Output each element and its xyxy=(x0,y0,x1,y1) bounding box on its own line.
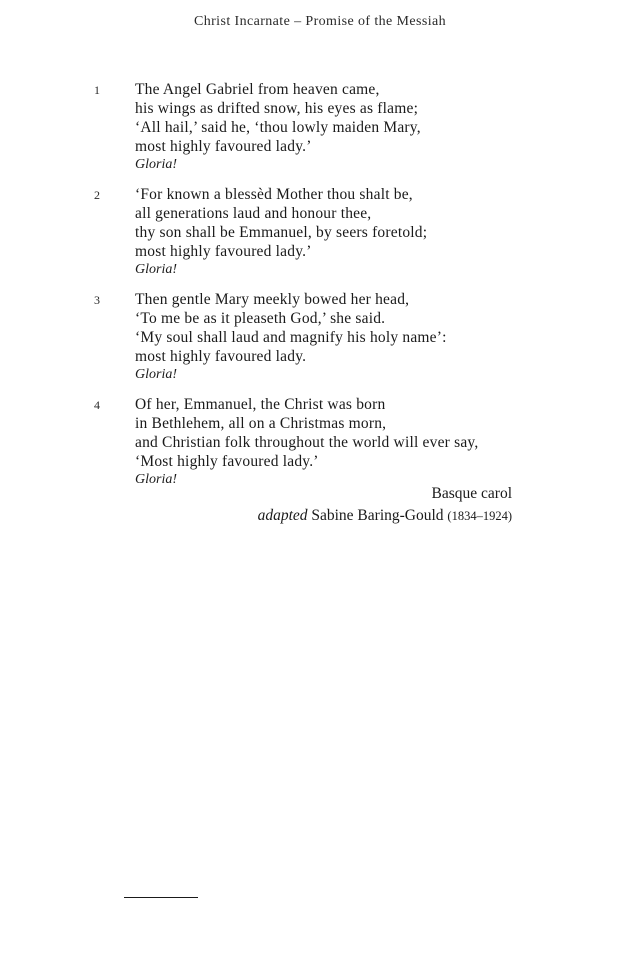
author-dates: (1834–1924) xyxy=(447,509,512,523)
adapted-label: adapted xyxy=(257,507,308,524)
footer-rule xyxy=(124,897,198,898)
verse-refrain: Gloria! xyxy=(135,472,177,487)
author-name: Sabine Baring-Gould xyxy=(311,507,444,524)
running-header: Christ Incarnate – Promise of the Messiah xyxy=(193,14,446,29)
verse xyxy=(0,395,640,489)
verse-line: all generations laud and honour thee, xyxy=(135,205,372,222)
verse xyxy=(0,290,640,384)
verse-line: The Angel Gabriel from heaven came, xyxy=(135,81,380,98)
verse-line: thy son shall be Emmanuel, by seers foretold; xyxy=(135,224,428,241)
verse xyxy=(0,185,640,279)
verse-line: Of her, Emmanuel, the Christ was born xyxy=(135,396,386,413)
verse-line: ‘For known a blessèd Mother thou shalt be, xyxy=(135,186,413,203)
verse-line: most highly favoured lady.’ xyxy=(135,243,312,260)
attribution xyxy=(258,483,512,527)
verse-refrain: Gloria! xyxy=(135,262,177,277)
verse-line: most highly favoured lady. xyxy=(135,348,307,365)
verse-number: 1 xyxy=(94,83,100,97)
verse-line: ‘My soul shall laud and magnify his holy name’: xyxy=(135,329,447,346)
verse-line: Then gentle Mary meekly bowed her head, xyxy=(135,291,410,308)
attribution-adapter xyxy=(258,505,512,527)
verse-lines xyxy=(135,290,640,384)
verse-line: ‘To me be as it pleaseth God,’ she said. xyxy=(135,310,386,327)
verse-line: ‘All hail,’ said he, ‘thou lowly maiden Mary, xyxy=(135,119,421,136)
verse-refrain: Gloria! xyxy=(135,157,177,172)
attribution-source: Basque carol xyxy=(431,485,512,502)
verse-lines xyxy=(135,395,640,489)
verse-number: 3 xyxy=(94,293,100,307)
hymn-text xyxy=(0,80,640,500)
verse-line: ‘Most highly favoured lady.’ xyxy=(135,453,319,470)
verse-line: and Christian folk throughout the world will ever say, xyxy=(135,434,479,451)
verse-line: most highly favoured lady.’ xyxy=(135,138,312,155)
verse-number: 4 xyxy=(94,398,100,412)
verse-lines xyxy=(135,80,640,174)
verse-line: his wings as drifted snow, his eyes as flame; xyxy=(135,100,419,117)
verse-refrain: Gloria! xyxy=(135,367,177,382)
verse xyxy=(0,80,640,174)
verse-line: in Bethlehem, all on a Christmas morn, xyxy=(135,415,387,432)
verse-number: 2 xyxy=(94,188,100,202)
verse-lines xyxy=(135,185,640,279)
